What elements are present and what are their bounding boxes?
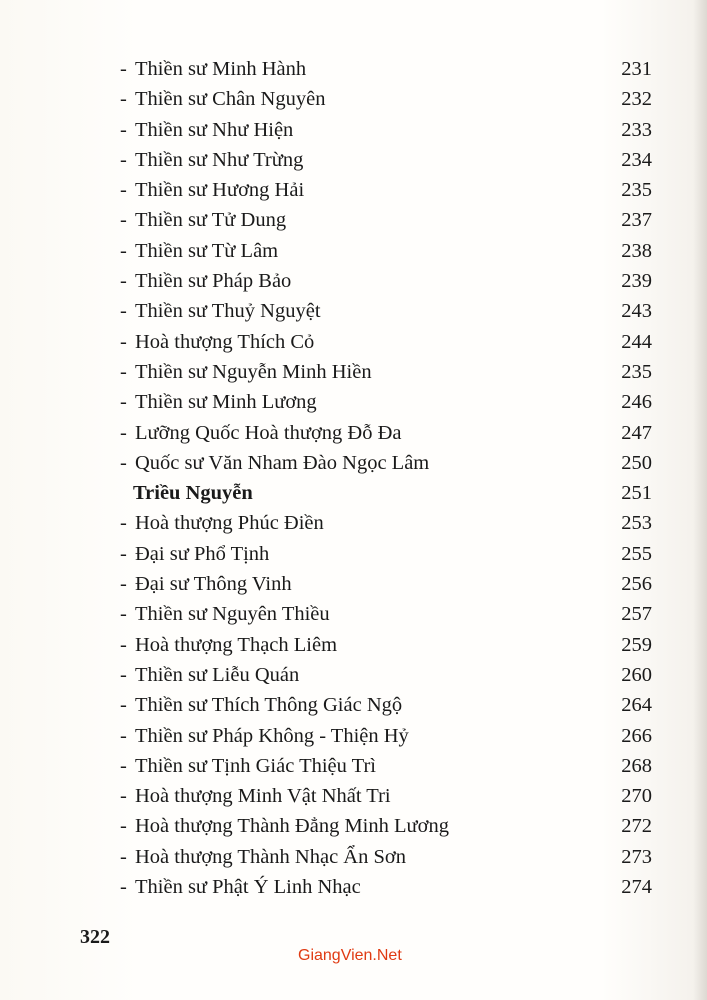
toc-entry	[0, 327, 707, 357]
toc-entry-title: Thiền sư Pháp Không - Thiện Hỷ	[135, 724, 409, 747]
toc-entry-dash: -	[120, 633, 127, 656]
toc-entry-page-number: 274	[621, 876, 652, 899]
toc-entry-page-number: 272	[621, 815, 652, 838]
toc-entry-dash: -	[120, 663, 127, 686]
toc-entry-dash: -	[120, 300, 127, 323]
toc-entry-page-number: 260	[621, 663, 652, 686]
toc-entry	[0, 781, 707, 811]
toc-entry	[0, 175, 707, 205]
toc-entry-dash: -	[120, 573, 127, 596]
toc-entry-dash: -	[120, 270, 127, 293]
toc-entry-dash: -	[120, 118, 127, 141]
toc-entry-title: Hoà thượng Minh Vật Nhất Tri	[135, 785, 391, 808]
toc-entry-title: Thiền sư Tử Dung	[135, 209, 287, 232]
toc-entry-page-number: 239	[621, 270, 652, 293]
toc-entry-page-number: 235	[621, 360, 652, 383]
toc-entry-title: Thiền sư Từ Lâm	[135, 239, 279, 262]
toc-entry-title: Hoà thượng Thạch Liêm	[135, 633, 338, 656]
toc-entry-title: Thiền sư Thích Thông Giác Ngộ	[135, 694, 403, 717]
toc-entry-page-number: 234	[621, 148, 652, 171]
toc-entry-page-number: 270	[621, 785, 652, 808]
toc-entry	[0, 54, 707, 84]
toc-entry-page-number: 235	[621, 179, 652, 202]
toc-entry	[0, 387, 707, 417]
toc-entry	[0, 205, 707, 235]
toc-entry	[0, 145, 707, 175]
toc-entry-title: Thiền sư Nguyên Thiều	[135, 603, 330, 626]
toc-entry	[0, 690, 707, 720]
toc-entry-dash: -	[120, 88, 127, 111]
toc-entry-page-number: 266	[621, 724, 652, 747]
toc-entry	[0, 84, 707, 114]
toc-entry-title: Hoà thượng Thích Cỏ	[135, 330, 315, 353]
toc-entry-page-number: 237	[621, 209, 652, 232]
toc-entry	[0, 872, 707, 902]
table-of-contents	[0, 54, 707, 902]
toc-entry-title: Thiền sư Pháp Bảo	[135, 270, 292, 293]
toc-entry	[0, 630, 707, 660]
toc-entry-dash: -	[120, 421, 127, 444]
toc-entry-dash: -	[120, 603, 127, 626]
toc-entry-page-number: 253	[621, 512, 652, 535]
toc-entry-page-number: 238	[621, 239, 652, 262]
toc-entry	[0, 660, 707, 690]
toc-entry-dash: -	[120, 512, 127, 535]
toc-entry	[0, 569, 707, 599]
toc-entry-dash: -	[120, 209, 127, 232]
toc-entry-dash: -	[120, 694, 127, 717]
toc-entry	[0, 296, 707, 326]
toc-entry-title: Hoà thượng Thành Đẳng Minh Lương	[135, 815, 449, 838]
toc-entry-dash: -	[120, 876, 127, 899]
toc-entry	[0, 811, 707, 841]
toc-entry	[0, 448, 707, 478]
toc-entry-dash: -	[120, 330, 127, 353]
toc-entry	[0, 266, 707, 296]
toc-entry-page-number: 273	[621, 845, 652, 868]
toc-entry-title: Thiền sư Tịnh Giác Thiệu Trì	[135, 754, 376, 777]
toc-entry-dash: -	[120, 148, 127, 171]
toc-entry	[0, 751, 707, 781]
toc-entry-dash: -	[120, 785, 127, 808]
toc-entry-page-number: 257	[621, 603, 652, 626]
toc-entry	[0, 539, 707, 569]
toc-entry-title: Thiền sư Hương Hải	[135, 179, 305, 202]
toc-entry	[0, 599, 707, 629]
toc-entry-page-number: 244	[621, 330, 652, 353]
toc-entry-title: Thiền sư Minh Hành	[135, 58, 307, 80]
toc-entry-dash: -	[120, 845, 127, 868]
toc-entry-page-number: 243	[621, 300, 652, 323]
toc-entry-title: Hoà thượng Thành Nhạc Ẩn Sơn	[135, 845, 406, 868]
toc-entry-title: Lưỡng Quốc Hoà thượng Đỗ Đa	[135, 421, 402, 444]
toc-entry-dash: -	[120, 58, 127, 80]
toc-entry-dash: -	[120, 451, 127, 474]
toc-entry-page-number: 250	[621, 451, 652, 474]
toc-entry-dash: -	[120, 179, 127, 202]
toc-entry-page-number: 268	[621, 754, 652, 777]
toc-entry-page-number: 246	[621, 391, 652, 414]
toc-entry-title: Thiền sư Nguyễn Minh Hiền	[135, 360, 372, 383]
toc-entry-page-number: 264	[621, 694, 652, 717]
page-number-folio: 322	[80, 926, 110, 948]
toc-entry-dash: -	[120, 724, 127, 747]
toc-entry-dash: -	[120, 815, 127, 838]
toc-entry	[0, 115, 707, 145]
toc-section-heading	[0, 478, 707, 508]
toc-entry	[0, 508, 707, 538]
toc-entry-title: Thiền sư Thuỷ Nguyệt	[135, 300, 321, 323]
toc-entry-title: Hoà thượng Phúc Điền	[135, 512, 324, 535]
toc-entry-dash: -	[120, 542, 127, 565]
toc-entry-title: Thiền sư Chân Nguyên	[135, 88, 326, 111]
toc-entry	[0, 357, 707, 387]
toc-entry	[0, 418, 707, 448]
toc-entry-dash: -	[120, 391, 127, 414]
watermark-text: GiangVien.Net	[298, 947, 402, 964]
toc-entry-title: Thiền sư Như Trừng	[135, 148, 304, 171]
toc-entry-title: Thiền sư Phật Ý Linh Nhạc	[135, 876, 361, 899]
toc-entry-title: Đại sư Thông Vinh	[135, 573, 292, 596]
toc-entry-title: Thiền sư Như Hiện	[135, 118, 294, 141]
toc-entry-title: Thiền sư Liễu Quán	[135, 663, 300, 686]
toc-entry-page-number: 232	[621, 88, 652, 111]
toc-entry-page-number: 231	[621, 58, 652, 80]
toc-entry-page-number: 233	[621, 118, 652, 141]
toc-entry-dash: -	[120, 754, 127, 777]
toc-entry	[0, 721, 707, 751]
toc-entry-title: Đại sư Phổ Tịnh	[135, 542, 270, 565]
toc-entry	[0, 842, 707, 872]
toc-entry-page-number: 259	[621, 633, 652, 656]
toc-entry-page-number: 256	[621, 573, 652, 596]
toc-entry-page-number: 255	[621, 542, 652, 565]
toc-entry-title: Triều Nguyễn	[133, 482, 253, 505]
toc-entry-dash: -	[120, 239, 127, 262]
toc-entry-page-number: 251	[621, 482, 652, 505]
toc-entry-dash: -	[120, 360, 127, 383]
toc-entry	[0, 236, 707, 266]
toc-entry-title: Quốc sư Văn Nham Đào Ngọc Lâm	[135, 451, 430, 474]
toc-entry-title: Thiền sư Minh Lương	[135, 391, 317, 414]
toc-entry-page-number: 247	[621, 421, 652, 444]
